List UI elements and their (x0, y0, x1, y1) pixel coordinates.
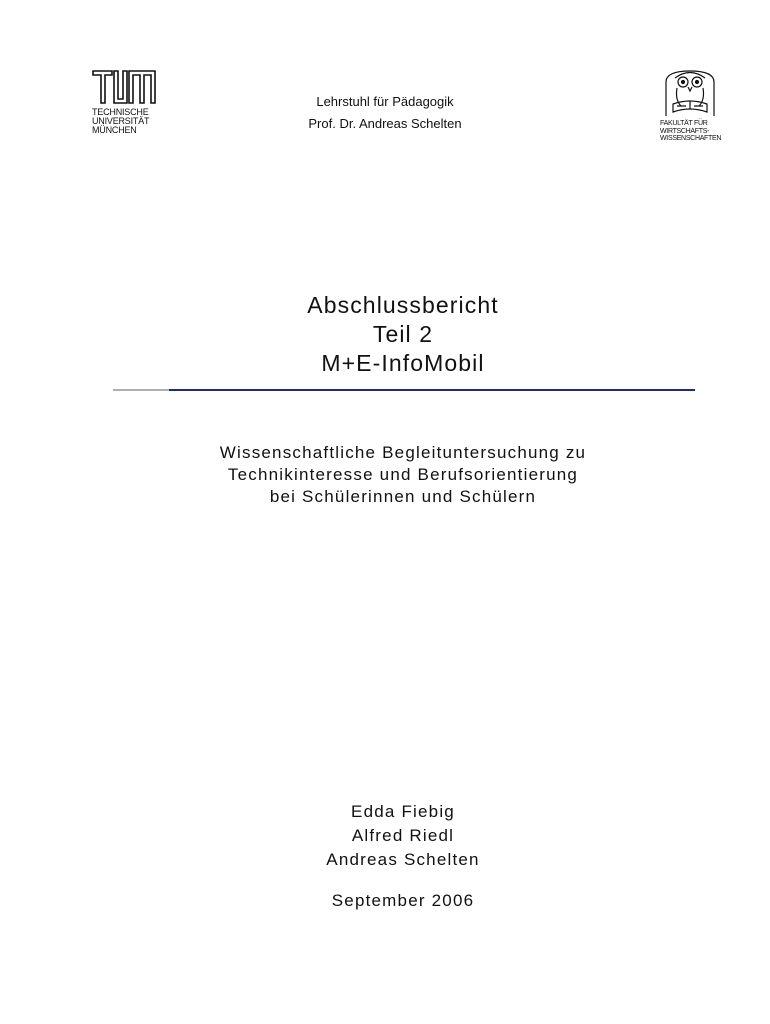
faculty-logo-line-2: WIRTSCHAFTS- (660, 127, 710, 135)
report-title-line-3: M+E-InfoMobil (321, 350, 485, 376)
tum-logo-line-1: TECHNISCHE (92, 107, 149, 117)
faculty-logo-line-1: FAKULTÄT FÜR (660, 120, 708, 127)
author-name: Andreas Schelten (326, 850, 480, 869)
author-name: Alfred Riedl (351, 826, 455, 845)
faculty-logo (658, 68, 724, 148)
chair-header (0, 91, 770, 135)
author-name: Edda Fiebig (351, 802, 455, 821)
report-title-line-2: Teil 2 (372, 321, 434, 347)
report-title-line-1: Abschlussbericht (307, 292, 499, 318)
professor-name: Prof. Dr. Andreas Schelten (308, 116, 462, 131)
report-subtitle (0, 442, 770, 508)
report-title (0, 291, 770, 378)
title-rule-gray (113, 389, 169, 391)
subtitle-line-2: Technikinteresse und Berufsorientierung (227, 465, 579, 484)
faculty-logo-text (660, 120, 721, 143)
tum-logo-line-3: MÜNCHEN (92, 125, 137, 135)
author-list (0, 800, 770, 872)
tum-logo-line-2: UNIVERSITÄT (92, 116, 150, 126)
subtitle-line-1: Wissenschaftliche Begleituntersuchung zu (219, 443, 587, 462)
report-date: September 2006 (331, 891, 475, 910)
title-rule-blue (169, 389, 695, 391)
chair-name: Lehrstuhl für Pädagogik (316, 94, 454, 109)
owl-icon (663, 68, 717, 118)
subtitle-line-3: bei Schülerinnen und Schülern (269, 487, 537, 506)
faculty-logo-line-3: WISSENSCHAFTEN (660, 135, 722, 142)
